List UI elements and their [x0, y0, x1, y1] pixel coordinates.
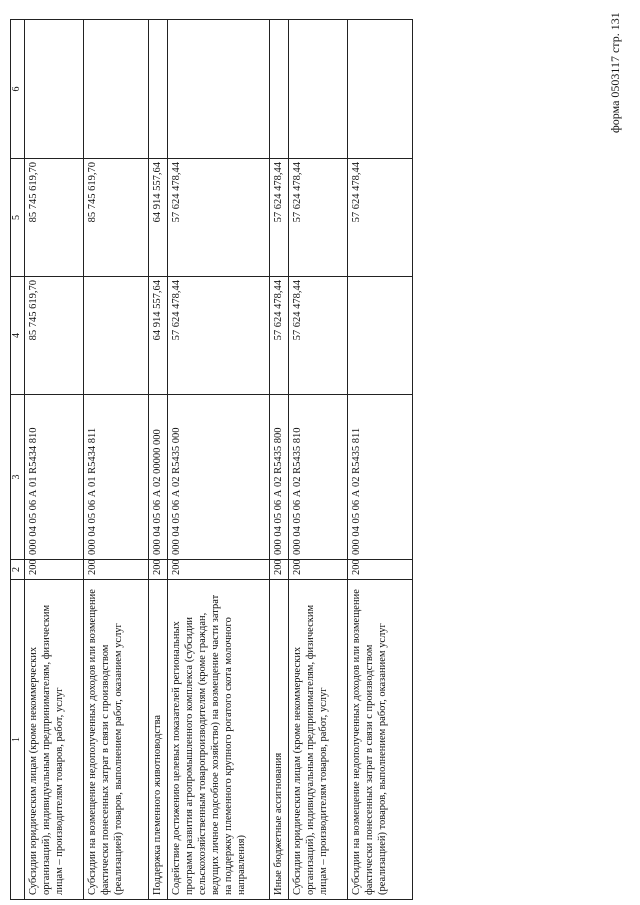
- row-name: Содействие достижению целевых показателей региональных программ развития агропромышленного комплекса (субсидии сельскохозяйственным товаропроизводителям (кроме граждан, ведущих личное подсобное хозяйство) на возмещение части затрат на поддержку племенного крупного рогатого скота молочного направления): [167, 580, 269, 900]
- table-row: [269, 20, 288, 900]
- column-header: 6: [11, 20, 25, 159]
- executed-amount: 64 914 557,64: [148, 159, 167, 277]
- col6-amount: [167, 20, 269, 159]
- budget-code: 000 04 05 06 А 02 R5435 810: [288, 395, 347, 560]
- executed-amount: 85 745 619,70: [24, 159, 83, 277]
- col6-amount: [347, 20, 412, 159]
- col6-amount: [24, 20, 83, 159]
- row-name: Субсидии на возмещение недополученных доходов или возмещение фактически понесенных затрат в связи с производством (реализацией) товаров, выполнением работ, оказанием услуг: [83, 580, 148, 900]
- col6-amount: [148, 20, 167, 159]
- row-name: Субсидии юридическим лицам (кроме некоммерческих организаций), индивидуальным предпринимателям, физическим лицам – производителям товаров, работ, услуг: [288, 580, 347, 900]
- approved-amount: [83, 277, 148, 395]
- budget-code: 000 04 05 06 А 02 R5435 000: [167, 395, 269, 560]
- line-code: 200: [347, 560, 412, 580]
- table-row: [83, 20, 148, 900]
- executed-amount: 57 624 478,44: [167, 159, 269, 277]
- budget-code: 000 04 05 06 А 01 R5434 811: [83, 395, 148, 560]
- line-code: 200: [167, 560, 269, 580]
- approved-amount: 57 624 478,44: [167, 277, 269, 395]
- col6-amount: [269, 20, 288, 159]
- line-code: 200: [83, 560, 148, 580]
- form-number-label: форма 0503117 стр. 131: [608, 12, 622, 133]
- column-header: 1: [11, 580, 25, 900]
- column-header: 3: [11, 395, 25, 560]
- column-number-row: [11, 20, 25, 900]
- executed-amount: 57 624 478,44: [288, 159, 347, 277]
- column-header: 2: [11, 560, 25, 580]
- budget-table: [10, 19, 413, 900]
- executed-amount: 85 745 619,70: [83, 159, 148, 277]
- approved-amount: [347, 277, 412, 395]
- approved-amount: 85 745 619,70: [24, 277, 83, 395]
- line-code: 200: [24, 560, 83, 580]
- table-row: [347, 20, 412, 900]
- budget-code: 000 04 05 06 А 02 R5435 811: [347, 395, 412, 560]
- table-row: [24, 20, 83, 900]
- approved-amount: 57 624 478,44: [269, 277, 288, 395]
- approved-amount: 57 624 478,44: [288, 277, 347, 395]
- line-code: 200: [269, 560, 288, 580]
- budget-code: 000 04 05 06 А 01 R5434 810: [24, 395, 83, 560]
- col6-amount: [288, 20, 347, 159]
- approved-amount: 64 914 557,64: [148, 277, 167, 395]
- column-header: 5: [11, 159, 25, 277]
- executed-amount: 57 624 478,44: [347, 159, 412, 277]
- budget-code: 000 04 05 06 А 02 R5435 800: [269, 395, 288, 560]
- table-row: [148, 20, 167, 900]
- row-name: Иные бюджетные ассигнования: [269, 580, 288, 900]
- table-row: [167, 20, 269, 900]
- row-name: Поддержка племенного животноводства: [148, 580, 167, 900]
- column-header: 4: [11, 277, 25, 395]
- table-row: [288, 20, 347, 900]
- executed-amount: 57 624 478,44: [269, 159, 288, 277]
- line-code: 200: [148, 560, 167, 580]
- line-code: 200: [288, 560, 347, 580]
- row-name: Субсидии юридическим лицам (кроме некоммерческих организаций), индивидуальным предпринимателям, физическим лицам – производителям товаров, работ, услуг: [24, 580, 83, 900]
- row-name: Субсидии на возмещение недополученных доходов или возмещение фактически понесенных затрат в связи с производством (реализацией) товаров, выполнением работ, оказанием услуг: [347, 580, 412, 900]
- col6-amount: [83, 20, 148, 159]
- budget-code: 000 04 05 06 А 02 00000 000: [148, 395, 167, 560]
